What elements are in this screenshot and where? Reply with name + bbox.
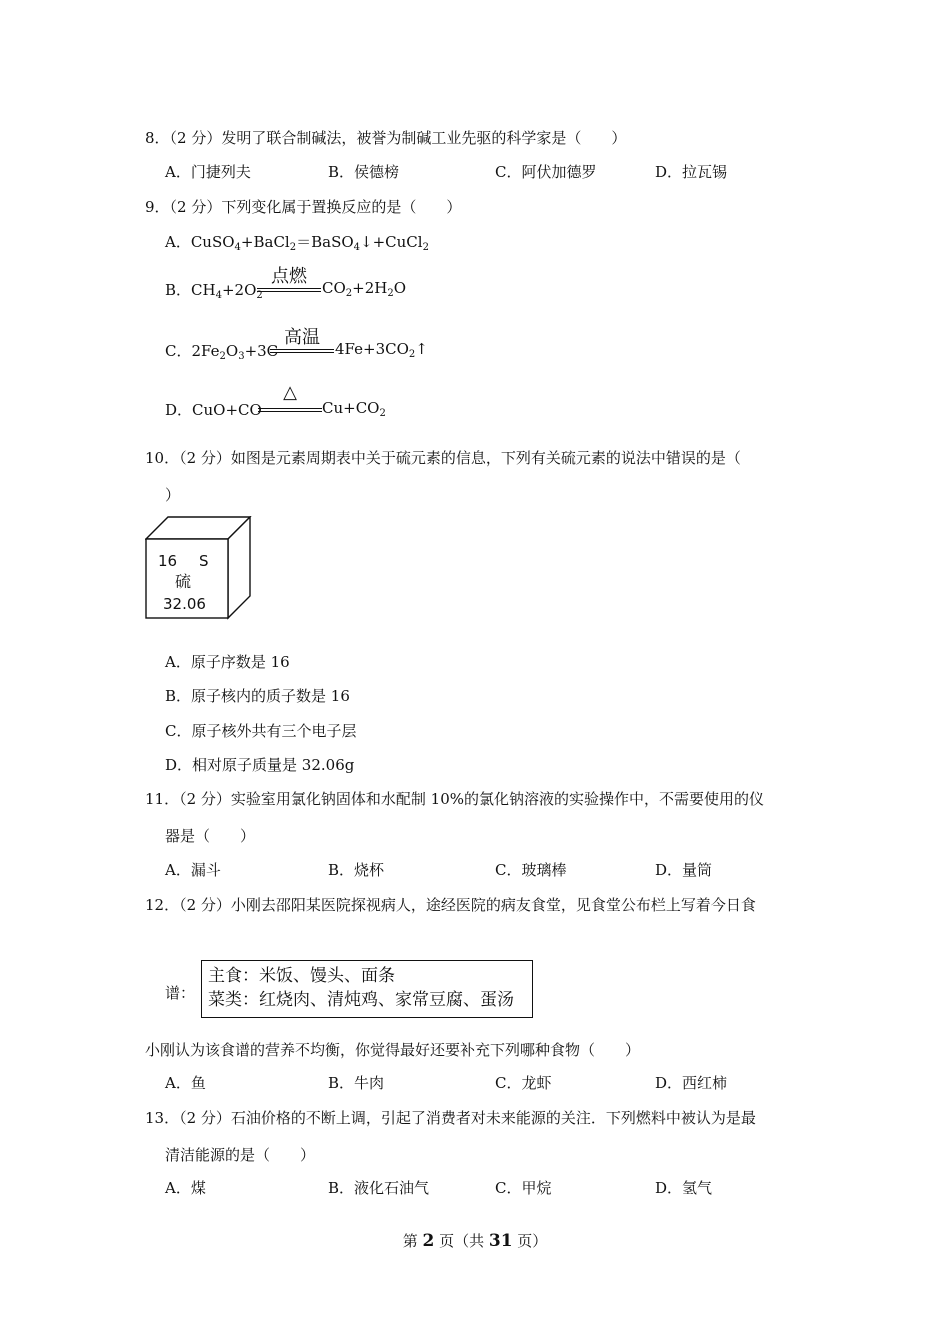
element-atomic-mass: 32.06 [163, 595, 206, 613]
total-page-count: 31 [488, 1231, 513, 1251]
q9-option-c-products: $4Fe+3CO_2↑$ [335, 340, 428, 360]
q13-option-b: B．液化石油气 [328, 1179, 430, 1197]
q9-option-c: C．$2Fe_2O_3+3C$ [165, 342, 279, 362]
q11-option-d: D．量筒 [655, 861, 713, 879]
q9-stem: 9．（2 分）下列变化属于置换反应的是（ ） [145, 198, 462, 216]
q8-option-c: C．阿伏加德罗 [495, 163, 597, 181]
element-name: 硫 [175, 572, 192, 591]
q12-stem-question: 小刚认为该食谱的营养不均衡，你觉得最好还要补充下列哪种食物（ ） [145, 1041, 641, 1059]
q12-option-d: D．西红柿 [655, 1074, 728, 1092]
q8-option-b: B．侯德榜 [328, 163, 400, 181]
q9-d-condition [258, 382, 322, 416]
q11-option-c: C．玻璃棒 [495, 861, 567, 879]
q9-c-condition [270, 323, 334, 357]
current-page-number: 2 [422, 1231, 435, 1251]
menu-dishes-line: 菜类：红烧肉、清炖鸡、家常豆腐、蛋汤 [208, 990, 514, 1010]
element-atomic-number: 16 [158, 552, 178, 570]
q8-option-a: A．门捷列夫 [165, 163, 251, 181]
menu-board [201, 960, 533, 1018]
q10-option-a: A．原子序数是 16 [165, 653, 290, 671]
q12-option-b: B．牛肉 [328, 1074, 385, 1092]
q10-option-b: B．原子核内的质子数是 16 [165, 687, 350, 705]
menu-staple-line: 主食：米饭、馒头、面条 [208, 966, 395, 986]
q12-option-c: C．龙虾 [495, 1074, 552, 1092]
q10-option-c: C．原子核外共有三个电子层 [165, 722, 357, 740]
q10-stem-close: ） [165, 486, 181, 504]
q11-stem: 11．（2 分）实验室用氯化钠固体和水配制 10%的氯化钠溶液的实验操作中，不需要使用的仪 [145, 790, 765, 808]
element-symbol: S [199, 552, 209, 570]
q9-option-b: B．$CH_4+2O_2$ [165, 281, 263, 301]
q10-option-d: D．相对原子质量是 32.06g [165, 756, 355, 774]
q9-c-equals-sign [270, 349, 334, 353]
q9-c-condition-label: 高温 [284, 327, 320, 348]
q9-d-condition-label: △ [283, 382, 297, 403]
q8-option-d: D．拉瓦锡 [655, 163, 728, 181]
q13-option-d: D．氢气 [655, 1179, 713, 1197]
q9-option-a: A．CuSO$_4$+BaCl$_2$＝BaSO$_4$↓+CuCl$_2$ [165, 233, 429, 253]
q11-stem-cont: 器是（ ） [165, 827, 256, 845]
q8-stem: 8．（2 分）发明了联合制碱法，被誉为制碱工业先驱的科学家是（ ） [145, 129, 627, 147]
q13-option-c: C．甲烷 [495, 1179, 552, 1197]
page-footer: 第 2 页（共 31 页） [402, 1231, 548, 1251]
q12-stem: 12．（2 分）小刚去邵阳某医院探视病人，途经医院的病友食堂，见食堂公布栏上写着今日食 [145, 896, 756, 914]
q9-b-equals-sign [257, 288, 321, 292]
q13-option-a: A．煤 [165, 1179, 206, 1197]
q10-stem: 10．（2 分）如图是元素周期表中关于硫元素的信息，下列有关硫元素的说法中错误的是（ [145, 449, 741, 467]
q9-option-d-products: $Cu+CO_2$ [322, 399, 386, 419]
sulfur-periodic-cell-figure [145, 516, 253, 620]
q11-option-a: A．漏斗 [165, 861, 221, 879]
q9-d-equals-sign [258, 408, 322, 412]
q9-option-d: D．CuO+CO [165, 401, 262, 419]
q12-stem-menu-label: 谱： [165, 984, 196, 1002]
q13-stem-cont: 清洁能源的是（ ） [165, 1146, 316, 1164]
q9-b-condition-label: 点燃 [271, 266, 307, 287]
q13-stem: 13．（2 分）石油价格的不断上调，引起了消费者对未来能源的关注．下列燃料中被认为是最 [145, 1109, 756, 1127]
q9-b-condition [257, 262, 321, 296]
q11-option-b: B．烧杯 [328, 861, 385, 879]
q9-option-b-products: $CO_2+2H_2O$ [322, 279, 407, 299]
q12-option-a: A．鱼 [165, 1074, 206, 1092]
